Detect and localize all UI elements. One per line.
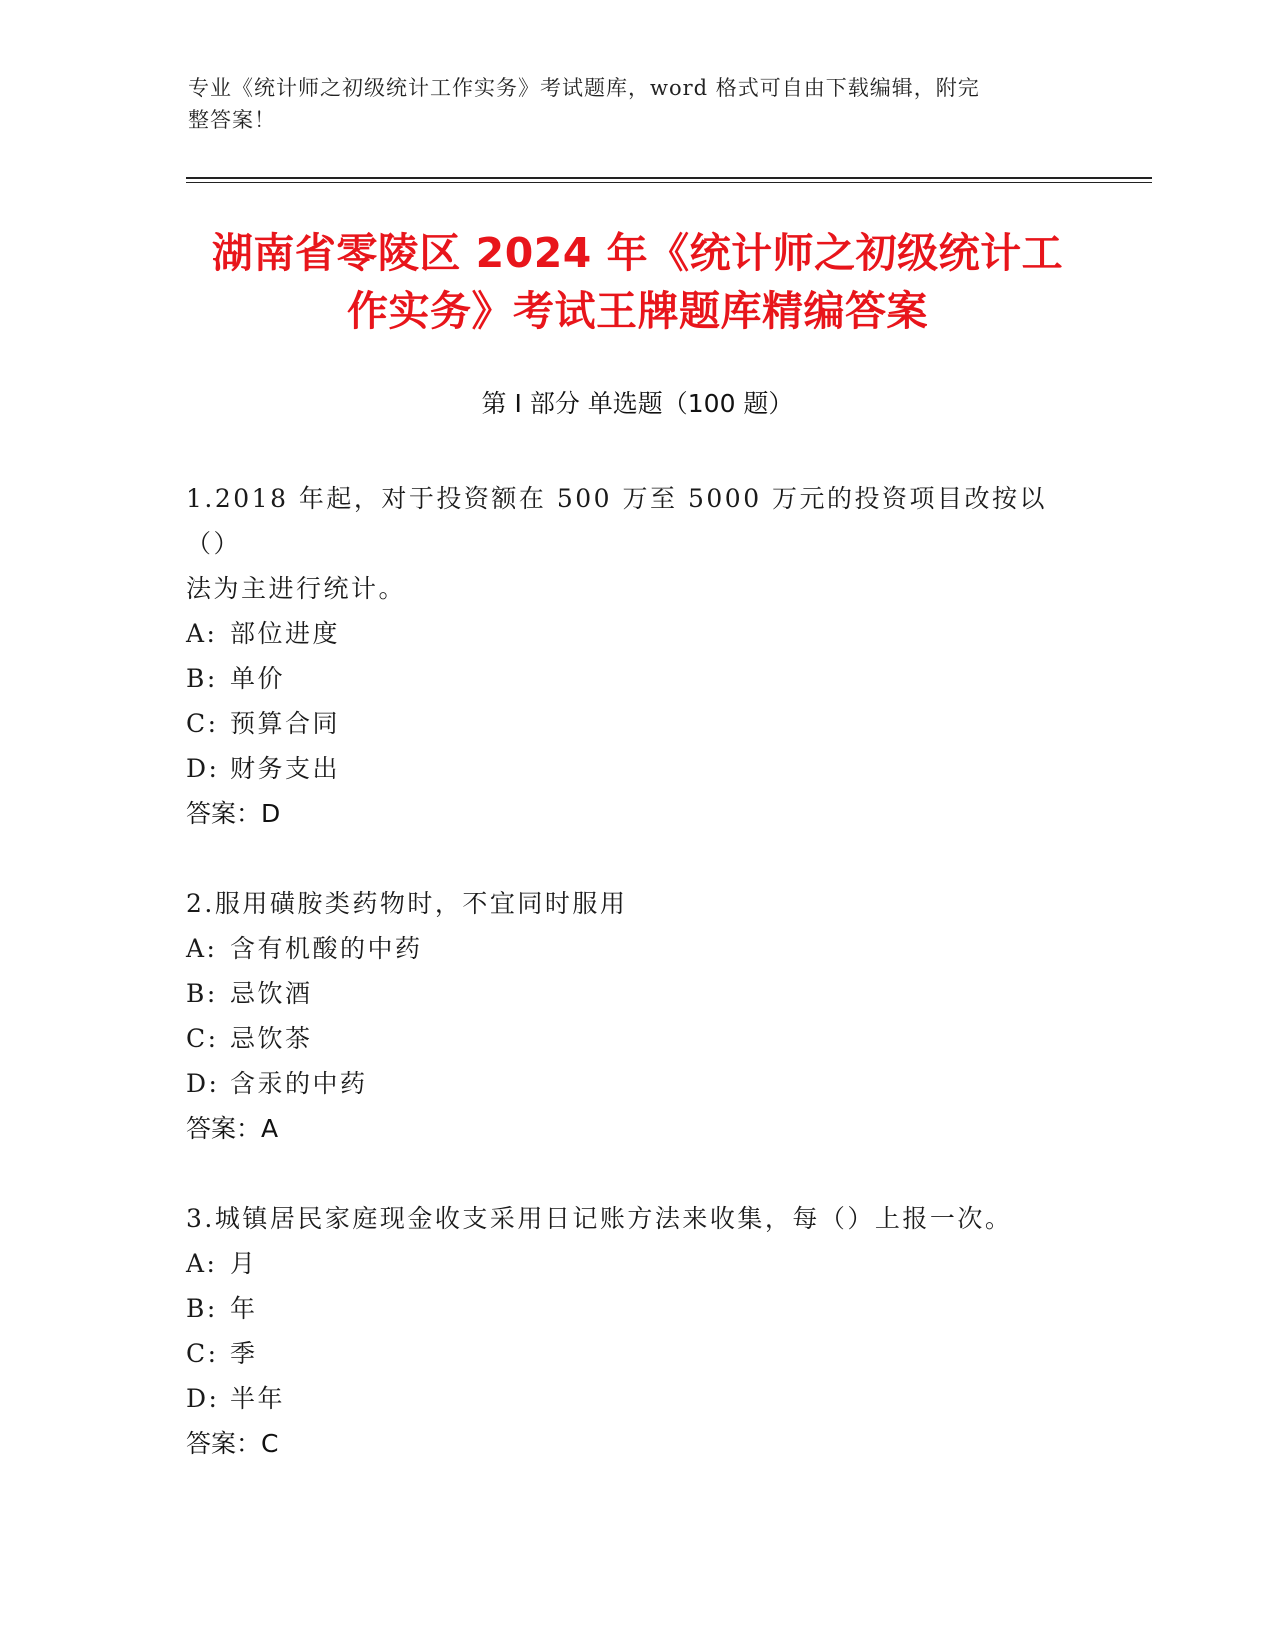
question-2	[186, 881, 1086, 1151]
option-a	[186, 611, 1086, 656]
answer-line: 答案：C	[186, 1429, 279, 1458]
header-divider-thick	[186, 177, 1152, 179]
document-title-line-1: 湖南省零陵区 2024 年《统计师之初级统计工	[211, 229, 1064, 277]
option-letter: D:	[186, 1069, 220, 1098]
question-stem-continued: 法为主进行统计。	[186, 574, 407, 603]
question-1	[186, 476, 1086, 836]
header-note	[188, 72, 1088, 136]
option-a	[186, 1241, 1086, 1286]
option-text: 忌饮酒	[230, 979, 313, 1008]
option-b	[186, 971, 1086, 1016]
header-divider-thin	[186, 182, 1152, 183]
option-c	[186, 1331, 1086, 1376]
option-b	[186, 656, 1086, 701]
option-text: 含有机酸的中药	[230, 934, 423, 963]
option-text: 年	[230, 1294, 258, 1323]
answer-line: 答案：A	[186, 1114, 279, 1143]
question-list	[186, 476, 1086, 1511]
option-d	[186, 1061, 1086, 1106]
option-text: 半年	[230, 1384, 286, 1413]
header-note-line-1: 专业《统计师之初级统计工作实务》考试题库，word 格式可自由下载编辑，附完	[188, 76, 980, 100]
option-letter: B:	[186, 1294, 218, 1323]
question-stem: 3.城镇居民家庭现金收支采用日记账方法来收集，每（）上报一次。	[186, 1204, 1013, 1233]
option-letter: D:	[186, 1384, 220, 1413]
option-letter: A:	[186, 619, 218, 648]
option-letter: C:	[186, 709, 219, 738]
option-c	[186, 701, 1086, 746]
option-d	[186, 1376, 1086, 1421]
option-text: 部位进度	[230, 619, 341, 648]
option-text: 财务支出	[230, 754, 341, 783]
option-text: 月	[230, 1249, 258, 1278]
question-stem: 1.2018 年起，对于投资额在 500 万至 5000 万元的投资项目改按以（）	[186, 484, 1048, 558]
question-stem: 2.服用磺胺类药物时，不宜同时服用	[186, 889, 628, 918]
option-letter: B:	[186, 979, 218, 1008]
option-letter: D:	[186, 754, 220, 783]
option-text: 忌饮茶	[230, 1024, 313, 1053]
option-letter: A:	[186, 1249, 218, 1278]
option-b	[186, 1286, 1086, 1331]
document-title	[140, 224, 1135, 340]
option-c	[186, 1016, 1086, 1061]
header-note-line-2: 整答案！	[188, 108, 276, 132]
section-heading: 第 I 部分 单选题（100 题）	[481, 389, 794, 418]
option-text: 含汞的中药	[230, 1069, 368, 1098]
option-letter: B:	[186, 664, 218, 693]
option-letter: C:	[186, 1024, 219, 1053]
question-3	[186, 1196, 1086, 1466]
option-a	[186, 926, 1086, 971]
option-text: 单价	[230, 664, 286, 693]
option-text: 季	[230, 1339, 258, 1368]
document-title-line-2: 作实务》考试王牌题库精编答案	[347, 287, 928, 335]
option-letter: A:	[186, 934, 218, 963]
option-text: 预算合同	[230, 709, 341, 738]
option-d	[186, 746, 1086, 791]
option-letter: C:	[186, 1339, 219, 1368]
answer-line: 答案：D	[186, 799, 281, 828]
